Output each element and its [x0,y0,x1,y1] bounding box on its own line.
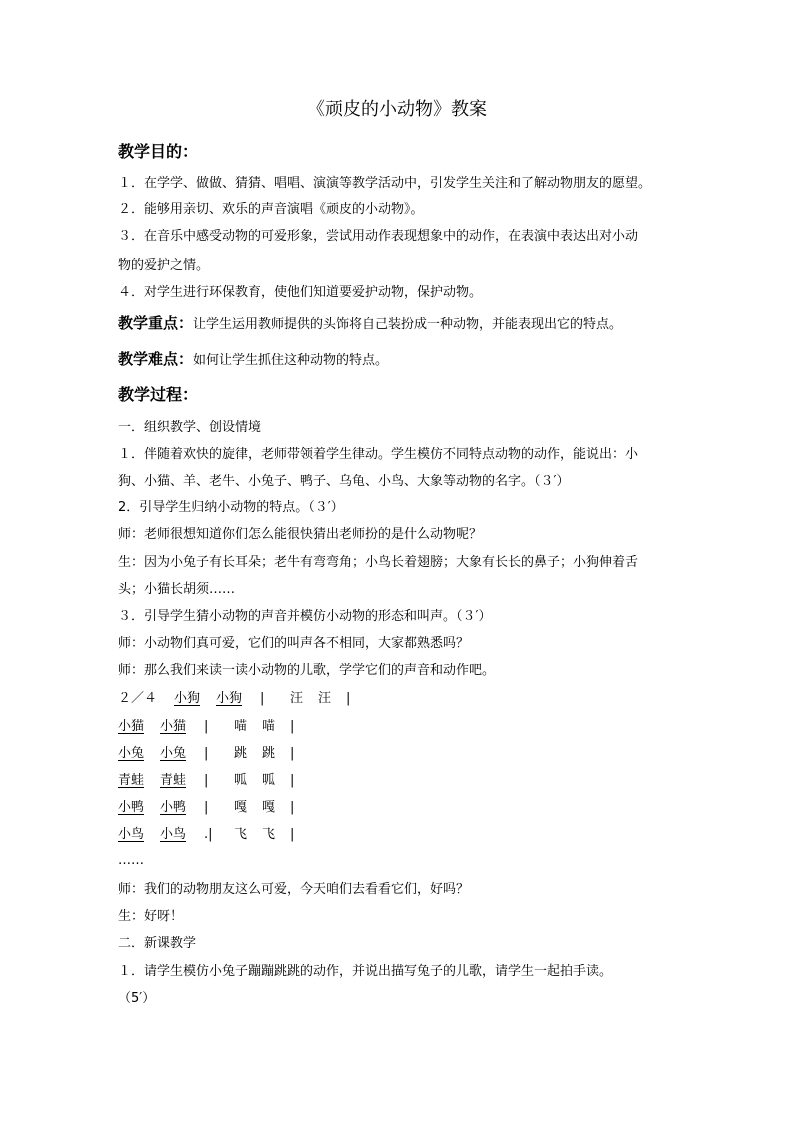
process-line: １．伴随着欢快的旋律，老师带领着学生律动。学生模仿不同特点动物的动作，能说出：小 [118,447,639,462]
process-heading: 教学过程： [118,385,199,404]
bar-line: | [290,719,295,734]
process-line: （5′） [118,991,156,1006]
process-line: 师：小动物们真可爱，它们的叫声各不相同，大家都熟悉吗？ [118,636,470,651]
dialogue-line: 师：我们的动物朋友这么可爱，今天咱们去看看它们，好吗？ [118,882,470,897]
song-word: 小鸭 [118,800,145,815]
objective-item: ２．能够用亲切、欢乐的声音演唱《顽皮的小动物》。 [118,202,424,217]
song-word: 青蛙 [160,773,187,788]
song-word: 青蛙 [118,773,145,788]
song-meter: ２／４ [118,691,158,706]
bar-line: .| [204,827,213,842]
song-word: 小猫 [118,719,145,734]
song-word: 小鸭 [160,800,187,815]
objective-item: ３．在音乐中感受动物的可爱形象，尝试用动作表现想象中的动作，在表演中表达出对小动 [118,229,639,244]
song-sound: 呱 [262,773,276,788]
process-line: １．请学生模仿小兔子蹦蹦跳跳的动作，并说出描写兔子的儿歌，请学生一起拍手读。 [118,964,613,979]
song-word: 小猫 [160,719,187,734]
process-line: 师：那么我们来读一读小动物的儿歌，学学它们的声音和动作吧。 [118,663,496,678]
bar-line: | [346,691,351,706]
song-sound: 嘎 [262,800,276,815]
key-point-label: 教学重点： [118,314,194,332]
song-sound: 飞 [262,827,276,842]
song-word: 小鸟 [160,827,187,842]
song-row [118,745,294,763]
dialogue-line: 生：好呀！ [118,909,184,924]
bar-line: | [260,691,265,706]
song-word: 小狗 [174,691,201,706]
song-word: 小兔 [118,746,145,761]
song-ellipsis: …… [118,853,144,868]
song-sound: 飞 [234,827,248,842]
song-row [118,690,350,708]
process-line: 一．组织教学、创设情境 [118,420,262,435]
process-line: 2．引导学生归纳小动物的特点。（３′） [118,500,344,515]
bar-line: | [290,827,295,842]
process-line: 狗、小猫、羊、老牛、小兔子、鸭子、乌龟、小鸟、大象等动物的名字。（３′） [118,474,570,489]
bar-line: | [204,746,209,761]
song-word: 小兔 [160,746,187,761]
bar-line: | [204,719,209,734]
bar-line: | [204,800,209,815]
objective-item: ４．对学生进行环保教育，使他们知道要爱护动物，保护动物。 [118,285,483,300]
difficulty-text: 如何让学生抓住这种动物的特点。 [193,353,389,368]
document-title: 《顽皮的小动物》教案 [307,99,487,120]
song-sound: 喵 [234,719,248,734]
bar-line: | [290,746,295,761]
section-heading: 二．新课教学 [118,936,197,951]
song-sound: 跳 [262,746,276,761]
objectives-heading: 教学目的： [118,142,199,161]
song-row [118,718,294,736]
bar-line: | [204,773,209,788]
process-line: 头；小猫长胡须…… [118,582,236,597]
process-line: 师：老师很想知道你们怎么能很快猜出老师扮的是什么动物呢？ [118,527,483,542]
song-sound: 汪 [290,691,304,706]
bar-line: | [290,800,295,815]
objective-item-continued: 物的爱护之情。 [118,258,210,273]
difficulty-label: 教学难点： [118,350,194,368]
process-line: ３．引导学生猜小动物的声音并模仿小动物的形态和叫声。（３′） [118,609,492,624]
difficulty [118,350,388,370]
song-sound: 跳 [234,746,248,761]
song-sound: 嘎 [234,800,248,815]
song-word: 小鸟 [118,827,145,842]
bar-line: | [290,773,295,788]
key-point-text: 让学生运用教师提供的头饰将自己装扮成一种动物，并能表现出它的特点。 [193,317,623,332]
process-line: 生：因为小兔子有长耳朵；老牛有弯弯角；小鸟长着翅膀；大象有长长的鼻子；小狗伸着舌 [118,555,639,570]
song-row [118,826,294,844]
objective-item: １．在学学、做做、猜猜、唱唱、演演等教学活动中，引发学生关注和了解动物朋友的愿望。 [118,176,652,191]
key-point [118,314,622,334]
song-row [118,772,294,790]
song-word: 小狗 [216,691,243,706]
song-sound: 喵 [262,719,276,734]
song-row [118,799,294,817]
song-sound: 汪 [318,691,332,706]
song-sound: 呱 [234,773,248,788]
